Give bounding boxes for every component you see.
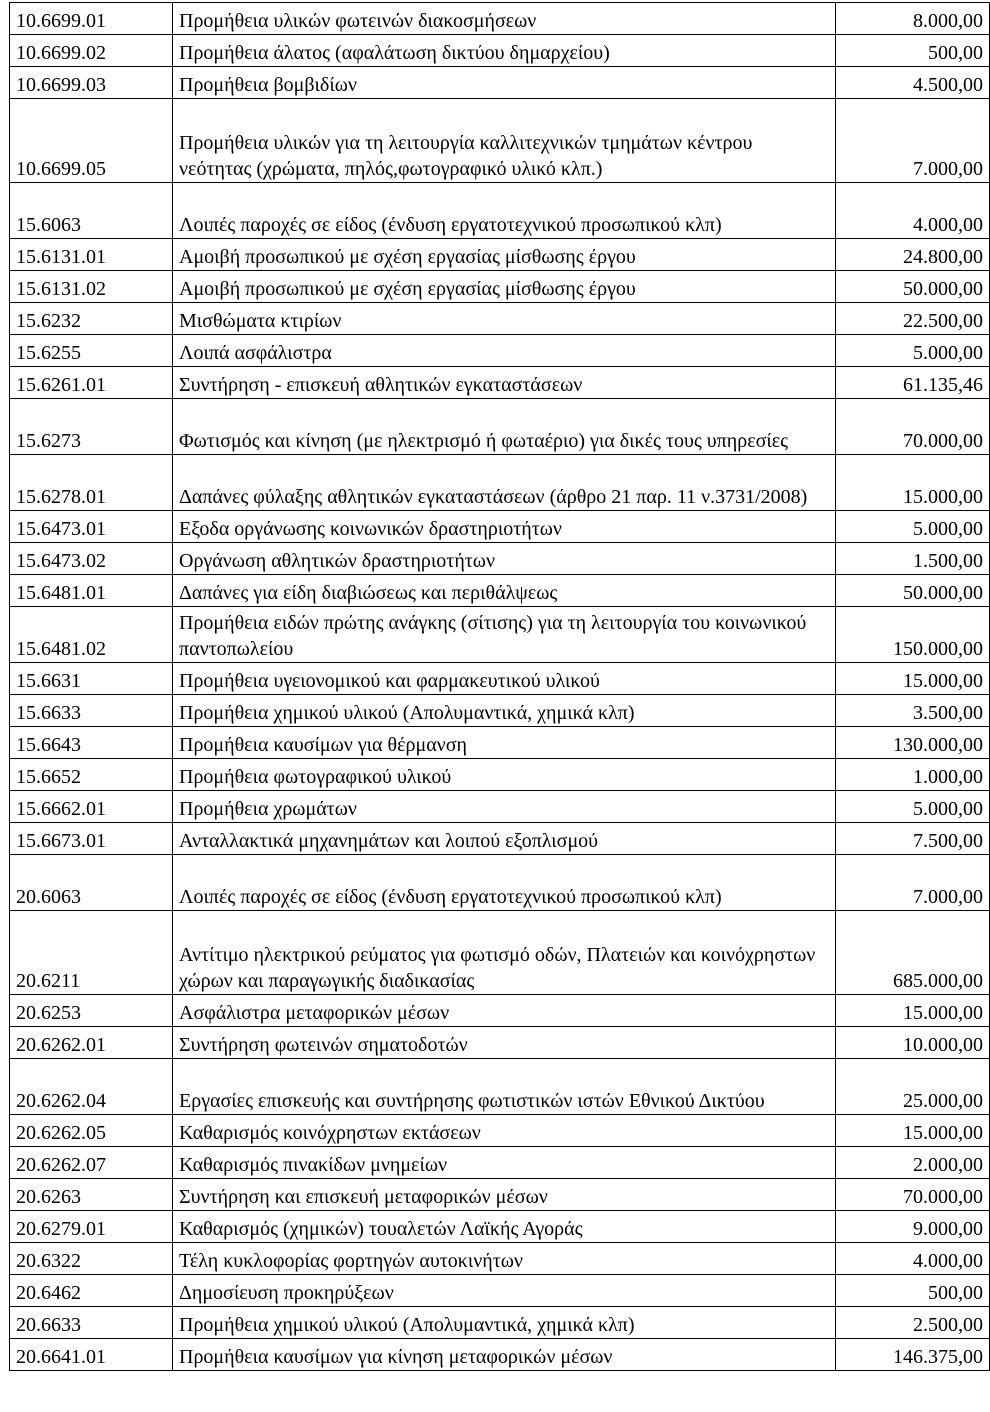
description-cell: Προμήθεια άλατος (αφαλάτωση δικτύου δημαρχείου) xyxy=(173,35,836,67)
amount-cell: 15.000,00 xyxy=(836,1115,990,1147)
table-row xyxy=(10,335,990,367)
description-cell: Προμήθεια χημικού υλικού (Απολυμαντικά, χημικά κλπ) xyxy=(173,1307,836,1339)
amount-cell: 9.000,00 xyxy=(836,1211,990,1243)
description-cell: Προμήθεια βομβιδίων xyxy=(173,67,836,99)
account-code-cell: 15.6633 xyxy=(10,695,173,727)
table-row xyxy=(10,1027,990,1059)
table-row xyxy=(10,727,990,759)
description-cell: Μισθώματα κτιρίων xyxy=(173,303,836,335)
table-row xyxy=(10,695,990,727)
amount-cell: 15.000,00 xyxy=(836,995,990,1027)
table-row xyxy=(10,855,990,911)
amount-cell: 500,00 xyxy=(836,35,990,67)
description-cell: Προμήθεια χρωμάτων xyxy=(173,791,836,823)
description-cell: Προμήθεια υγειονομικού και φαρμακευτικού υλικού xyxy=(173,663,836,695)
description-cell: Προμήθεια ειδών πρώτης ανάγκης (σίτισης) για τη λειτουργία του κοινωνικού παντοπωλείου xyxy=(173,607,836,663)
table-row xyxy=(10,455,990,511)
amount-cell: 4.000,00 xyxy=(836,1243,990,1275)
account-code-cell: 15.6261.01 xyxy=(10,367,173,399)
amount-cell: 24.800,00 xyxy=(836,239,990,271)
table-row xyxy=(10,367,990,399)
table-row xyxy=(10,1059,990,1115)
description-cell: Συντήρηση και επισκευή μεταφορικών μέσων xyxy=(173,1179,836,1211)
account-code-cell: 20.6262.05 xyxy=(10,1115,173,1147)
account-code-cell: 20.6262.01 xyxy=(10,1027,173,1059)
description-cell: Προμήθεια χημικού υλικού (Απολυμαντικά, χημικά κλπ) xyxy=(173,695,836,727)
account-code-cell: 20.6263 xyxy=(10,1179,173,1211)
description-cell: Προμήθεια καυσίμων για κίνηση μεταφορικών μέσων xyxy=(173,1339,836,1371)
table-row xyxy=(10,575,990,607)
account-code-cell: 15.6255 xyxy=(10,335,173,367)
account-code-cell: 20.6279.01 xyxy=(10,1211,173,1243)
description-cell: Καθαρισμός (χημικών) τουαλετών Λαϊκής Αγοράς xyxy=(173,1211,836,1243)
amount-cell: 25.000,00 xyxy=(836,1059,990,1115)
table-row xyxy=(10,1179,990,1211)
account-code-cell: 10.6699.02 xyxy=(10,35,173,67)
description-cell: Οργάνωση αθλητικών δραστηριοτήτων xyxy=(173,543,836,575)
amount-cell: 50.000,00 xyxy=(836,575,990,607)
amount-cell: 130.000,00 xyxy=(836,727,990,759)
description-cell: Εργασίες επισκευής και συντήρησης φωτιστικών ιστών Εθνικού Δικτύου xyxy=(173,1059,836,1115)
account-code-cell: 20.6462 xyxy=(10,1275,173,1307)
description-cell: Εξοδα οργάνωσης κοινωνικών δραστηριοτήτων xyxy=(173,511,836,543)
account-code-cell: 10.6699.05 xyxy=(10,99,173,183)
account-code-cell: 15.6662.01 xyxy=(10,791,173,823)
table-row xyxy=(10,271,990,303)
description-cell: Αμοιβή προσωπικού με σχέση εργασίας μίσθωσης έργου xyxy=(173,271,836,303)
account-code-cell: 15.6131.01 xyxy=(10,239,173,271)
table-row xyxy=(10,399,990,455)
account-code-cell: 10.6699.03 xyxy=(10,67,173,99)
amount-cell: 22.500,00 xyxy=(836,303,990,335)
description-cell: Συντήρηση - επισκευή αθλητικών εγκαταστάσεων xyxy=(173,367,836,399)
table-row xyxy=(10,239,990,271)
amount-cell: 2.500,00 xyxy=(836,1307,990,1339)
table-row xyxy=(10,183,990,239)
account-code-cell: 20.6253 xyxy=(10,995,173,1027)
table-row xyxy=(10,663,990,695)
account-code-cell: 15.6232 xyxy=(10,303,173,335)
description-cell: Προμήθεια υλικών για τη λειτουργία καλλιτεχνικών τμημάτων κέντρου νεότητας (χρώματα, πηλός,φωτογραφικό υλικό κλπ.) xyxy=(173,99,836,183)
account-code-cell: 15.6652 xyxy=(10,759,173,791)
table-row xyxy=(10,99,990,183)
description-cell: Καθαρισμός κοινόχρηστων εκτάσεων xyxy=(173,1115,836,1147)
account-code-cell: 15.6063 xyxy=(10,183,173,239)
account-code-cell: 20.6262.07 xyxy=(10,1147,173,1179)
budget-table xyxy=(9,2,990,1371)
description-cell: Προμήθεια υλικών φωτεινών διακοσμήσεων xyxy=(173,3,836,35)
table-row xyxy=(10,1275,990,1307)
amount-cell: 4.000,00 xyxy=(836,183,990,239)
amount-cell: 150.000,00 xyxy=(836,607,990,663)
table-row xyxy=(10,607,990,663)
description-cell: Λοιπά ασφάλιστρα xyxy=(173,335,836,367)
table-row xyxy=(10,1115,990,1147)
amount-cell: 50.000,00 xyxy=(836,271,990,303)
amount-cell: 7.500,00 xyxy=(836,823,990,855)
amount-cell: 1.000,00 xyxy=(836,759,990,791)
amount-cell: 685.000,00 xyxy=(836,911,990,995)
account-code-cell: 20.6063 xyxy=(10,855,173,911)
amount-cell: 15.000,00 xyxy=(836,455,990,511)
account-code-cell: 20.6262.04 xyxy=(10,1059,173,1115)
description-cell: Λοιπές παροχές σε είδος (ένδυση εργατοτεχνικού προσωπικού κλπ) xyxy=(173,183,836,239)
description-cell: Αμοιβή προσωπικού με σχέση εργασίας μίσθωσης έργου xyxy=(173,239,836,271)
table-row xyxy=(10,1243,990,1275)
table-row xyxy=(10,823,990,855)
description-cell: Ανταλλακτικά μηχανημάτων και λοιπού εξοπλισμού xyxy=(173,823,836,855)
description-cell: Ασφάλιστρα μεταφορικών μέσων xyxy=(173,995,836,1027)
table-row xyxy=(10,1307,990,1339)
table-row xyxy=(10,911,990,995)
account-code-cell: 15.6481.02 xyxy=(10,607,173,663)
account-code-cell: 20.6211 xyxy=(10,911,173,995)
table-row xyxy=(10,67,990,99)
account-code-cell: 15.6481.01 xyxy=(10,575,173,607)
account-code-cell: 15.6473.02 xyxy=(10,543,173,575)
account-code-cell: 15.6631 xyxy=(10,663,173,695)
table-row xyxy=(10,1339,990,1371)
table-row xyxy=(10,1211,990,1243)
description-cell: Φωτισμός και κίνηση (με ηλεκτρισμό ή φωταέριο) για δικές τους υπηρεσίες xyxy=(173,399,836,455)
amount-cell: 15.000,00 xyxy=(836,663,990,695)
amount-cell: 1.500,00 xyxy=(836,543,990,575)
account-code-cell: 15.6673.01 xyxy=(10,823,173,855)
table-row xyxy=(10,791,990,823)
amount-cell: 61.135,46 xyxy=(836,367,990,399)
table-row xyxy=(10,35,990,67)
account-code-cell: 15.6473.01 xyxy=(10,511,173,543)
description-cell: Καθαρισμός πινακίδων μνημείων xyxy=(173,1147,836,1179)
account-code-cell: 15.6273 xyxy=(10,399,173,455)
amount-cell: 7.000,00 xyxy=(836,855,990,911)
description-cell: Προμήθεια φωτογραφικού υλικού xyxy=(173,759,836,791)
amount-cell: 70.000,00 xyxy=(836,1179,990,1211)
description-cell: Τέλη κυκλοφορίας φορτηγών αυτοκινήτων xyxy=(173,1243,836,1275)
description-cell: Αντίτιμο ηλεκτρικού ρεύματος για φωτισμό οδών, Πλατειών και κοινόχρηστων χώρων και παραγωγικής διαδικασίας xyxy=(173,911,836,995)
amount-cell: 4.500,00 xyxy=(836,67,990,99)
amount-cell: 5.000,00 xyxy=(836,511,990,543)
amount-cell: 70.000,00 xyxy=(836,399,990,455)
account-code-cell: 20.6322 xyxy=(10,1243,173,1275)
account-code-cell: 20.6641.01 xyxy=(10,1339,173,1371)
amount-cell: 10.000,00 xyxy=(836,1027,990,1059)
account-code-cell: 20.6633 xyxy=(10,1307,173,1339)
amount-cell: 8.000,00 xyxy=(836,3,990,35)
description-cell: Δαπάνες φύλαξης αθλητικών εγκαταστάσεων (άρθρο 21 παρ. 11 ν.3731/2008) xyxy=(173,455,836,511)
amount-cell: 5.000,00 xyxy=(836,335,990,367)
account-code-cell: 15.6643 xyxy=(10,727,173,759)
amount-cell: 3.500,00 xyxy=(836,695,990,727)
amount-cell: 500,00 xyxy=(836,1275,990,1307)
table-row xyxy=(10,303,990,335)
table-row xyxy=(10,759,990,791)
table-row xyxy=(10,543,990,575)
account-code-cell: 15.6278.01 xyxy=(10,455,173,511)
table-row xyxy=(10,511,990,543)
table-row xyxy=(10,3,990,35)
account-code-cell: 10.6699.01 xyxy=(10,3,173,35)
description-cell: Λοιπές παροχές σε είδος (ένδυση εργατοτεχνικού προσωπικού κλπ) xyxy=(173,855,836,911)
table-row xyxy=(10,1147,990,1179)
amount-cell: 146.375,00 xyxy=(836,1339,990,1371)
description-cell: Δαπάνες για είδη διαβιώσεως και περιθάλψεως xyxy=(173,575,836,607)
amount-cell: 7.000,00 xyxy=(836,99,990,183)
amount-cell: 2.000,00 xyxy=(836,1147,990,1179)
description-cell: Δημοσίευση προκηρύξεων xyxy=(173,1275,836,1307)
amount-cell: 5.000,00 xyxy=(836,791,990,823)
description-cell: Συντήρηση φωτεινών σηματοδοτών xyxy=(173,1027,836,1059)
account-code-cell: 15.6131.02 xyxy=(10,271,173,303)
table-row xyxy=(10,995,990,1027)
description-cell: Προμήθεια καυσίμων για θέρμανση xyxy=(173,727,836,759)
budget-table-body xyxy=(10,3,990,1371)
